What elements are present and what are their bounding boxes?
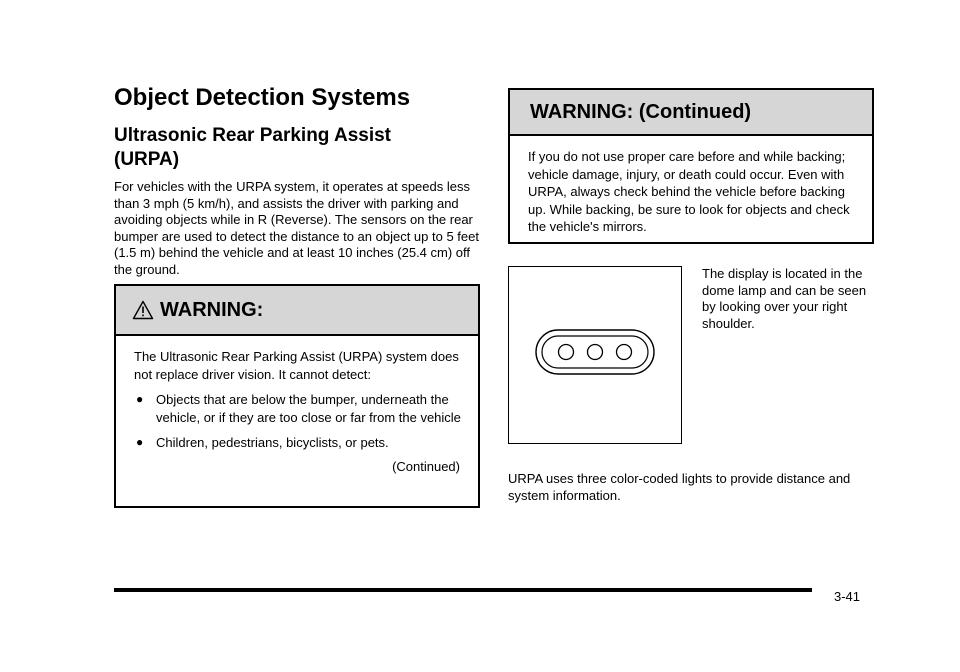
warning-continued-header xyxy=(510,90,872,136)
warning-continued-body xyxy=(510,136,872,236)
urpa-lights-text: URPA uses three color-coded lights to provide distance and system information. xyxy=(508,471,851,503)
warning-triangle-icon xyxy=(132,300,154,320)
list-item xyxy=(134,434,462,452)
warning-bullet-text: Children, pedestrians, bicyclists, or pets. xyxy=(156,435,389,450)
section-title: Ultrasonic Rear Parking Assist (URPA) xyxy=(114,125,392,170)
warning-bullet-text: Objects that are below the bumper, underneath the vehicle, or if they are too close or far from the vehicle xyxy=(156,392,461,425)
warning-continued-title: WARNING: (Continued) xyxy=(530,100,752,123)
warning-box xyxy=(114,284,480,508)
warning-body xyxy=(116,336,478,475)
bullet-icon: ● xyxy=(136,435,144,449)
warning-header xyxy=(116,286,478,336)
bullet-icon: ● xyxy=(136,392,144,406)
warning-title: WARNING: xyxy=(160,298,264,321)
warning-continued-box xyxy=(508,88,874,244)
urpa-display-icon xyxy=(509,267,680,442)
dome-lamp-display-illustration xyxy=(508,266,682,444)
page-title: Object Detection Systems xyxy=(114,84,411,111)
warning-intro: The Ultrasonic Rear Parking Assist (URPA) system does not replace driver vision. It cannot detect: xyxy=(134,349,459,382)
footer-rule xyxy=(114,588,812,592)
intro-paragraph: For vehicles with the URPA system, it operates at speeds less than 3 mph (5 km/h), and assists the driver with parking and avoiding objects while in R (Reverse). The sensors on the rear bumper are used to detect the distance to an object up to 5 feet (1.5 m) behind the vehicle and at least 10 inches (25.4 cm) off the ground. xyxy=(114,179,479,277)
warning-continued-text: If you do not use proper care before and while backing; vehicle damage, injury, or death could occur. Even with URPA, always check behind the vehicle before backing up. While backing, be sure to look for objects and check the vehicle's mirrors. xyxy=(528,149,850,234)
warning-list xyxy=(134,391,462,452)
page-number: 3-41 xyxy=(834,589,861,604)
list-item xyxy=(134,391,462,426)
continued-label: (Continued) xyxy=(392,458,460,474)
display-location-text: The display is located in the dome lamp and can be seen by looking over your right shoulder. xyxy=(702,266,867,331)
